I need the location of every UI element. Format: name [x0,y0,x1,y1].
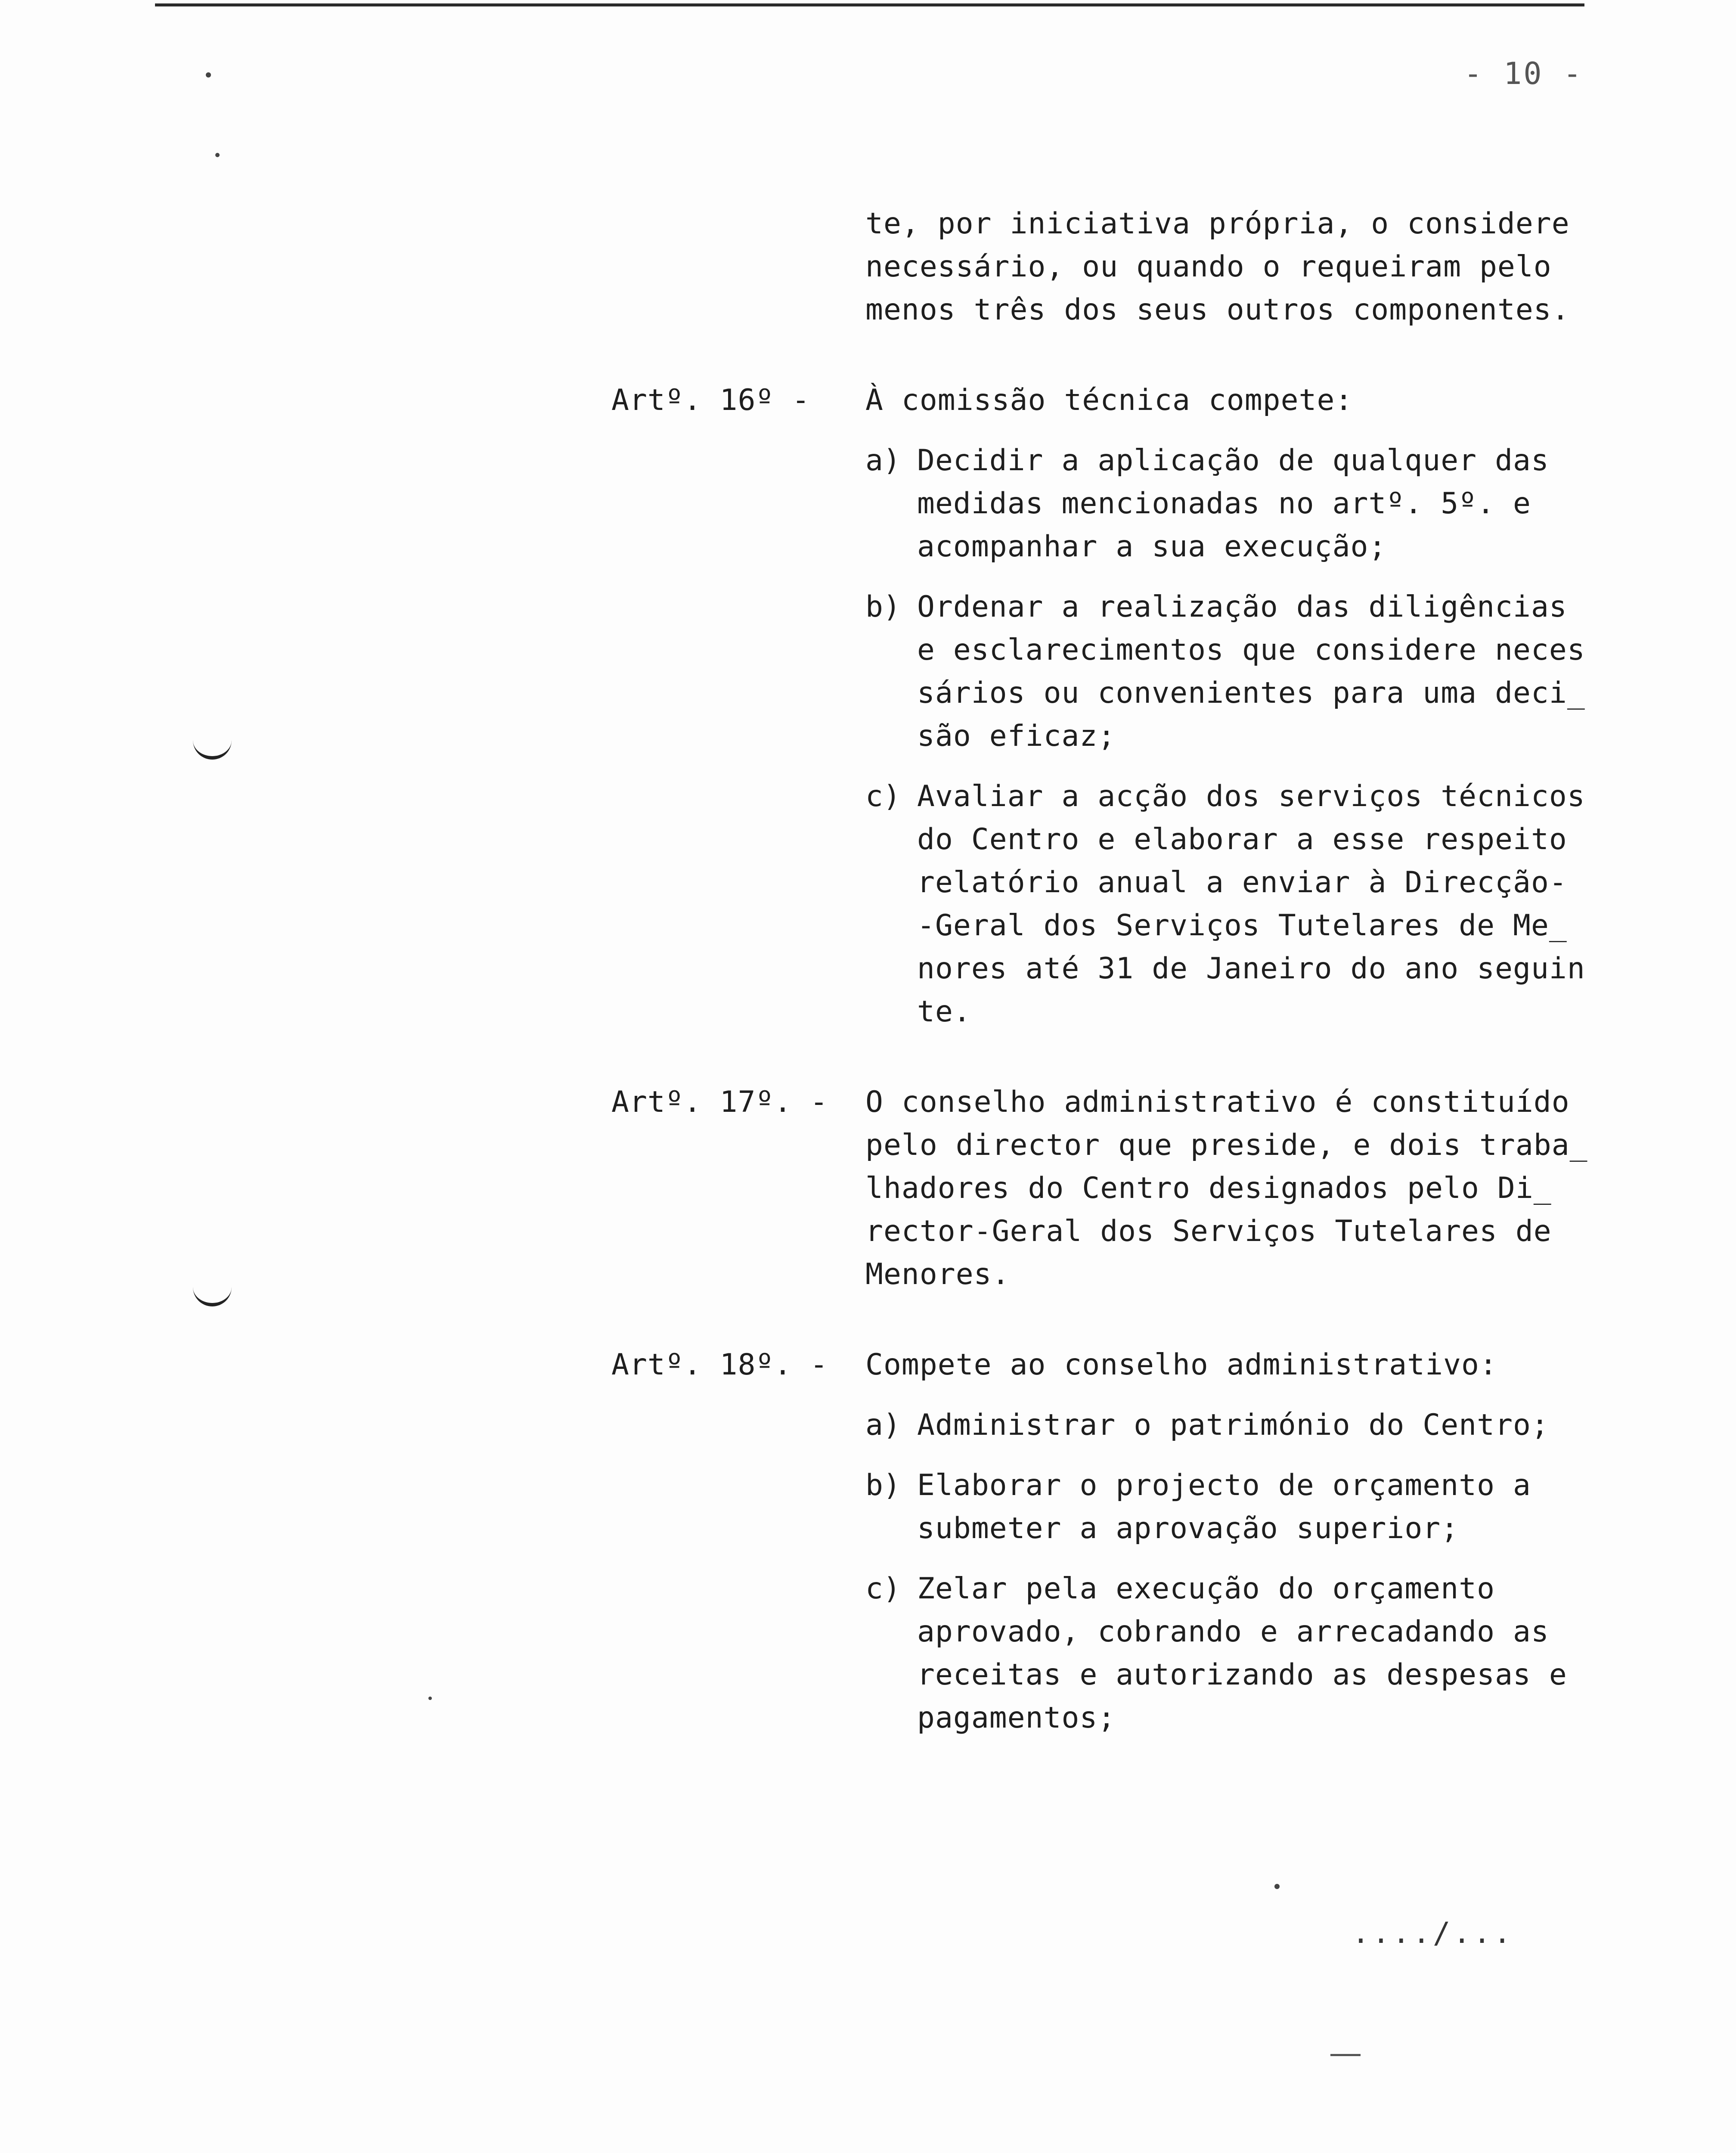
continuation-marker: ..../... [1352,1916,1514,1950]
article-16-item-line: -Geral dos Serviços Tutelares de Me_ [917,909,1567,943]
article-18-item-line: Zelar pela execução do orçamento [917,1572,1495,1606]
article-16-item-line: e esclarecimentos que considere neces [917,633,1585,667]
article-18-item-line: receitas e autorizando as despesas e [917,1658,1567,1692]
article-16-item-line: acompanhar a sua execução; [917,530,1387,564]
article-16-item-letter: a) [865,444,901,478]
article-16-item-line: Decidir a aplicação de qualquer das [917,444,1549,478]
article-16-intro: À comissão técnica compete: [865,383,1353,417]
margin-dot [215,153,220,157]
article-16-item-letter: b) [865,590,901,624]
article-17-label: Artº. 17º. - [611,1085,828,1119]
article-18-label: Artº. 18º. - [611,1348,828,1382]
article-16-item-line: do Centro e elaborar a esse respeito [917,822,1567,856]
article-16-item-line: medidas mencionadas no artº. 5º. e [917,487,1531,521]
article-18-item-letter: a) [865,1408,901,1442]
margin-tick-mark [193,1283,232,1306]
intro-line: necessário, ou quando o requeiram pelo [865,250,1552,284]
page-number: - 10 - [1464,56,1583,91]
article-16-label: Artº. 16º - [611,383,810,417]
margin-dot [206,72,211,78]
margin-tick-mark [193,736,232,760]
article-17-line: lhadores do Centro designados pelo Di_ [865,1171,1552,1205]
margin-dot [428,1697,432,1700]
article-18-item-line: pagamentos; [917,1701,1116,1735]
article-16-item-line: te. [917,995,971,1029]
article-16-item-line: Avaliar a acção dos serviços técnicos [917,779,1585,813]
article-16-item-letter: c) [865,779,901,813]
article-17-line: Menores. [865,1257,1010,1291]
article-18-item-line: submeter a aprovação superior; [917,1511,1459,1545]
article-18-item-line: Administrar o património do Centro; [917,1408,1549,1442]
article-18-item-line: aprovado, cobrando e arrecadando as [917,1615,1549,1649]
article-16-item-line: são eficaz; [917,719,1116,753]
margin-dot [1274,1884,1280,1889]
top-rule [155,3,1584,6]
article-17-line: O conselho administrativo é constituído [865,1085,1570,1119]
article-18-item-letter: c) [865,1572,901,1606]
article-16-item-line: nores até 31 de Janeiro do ano seguin [917,952,1585,986]
article-18-item-letter: b) [865,1468,901,1502]
article-16-item-line: sários ou convenientes para uma deci_ [917,676,1585,710]
article-16-item-line: Ordenar a realização das diligências [917,590,1567,624]
article-17-line: rector-Geral dos Serviços Tutelares de [865,1214,1552,1248]
article-18-item-line: Elaborar o projecto de orçamento a [917,1468,1531,1502]
bottom-rule [1330,2054,1361,2056]
intro-line: menos três dos seus outros componentes. [865,293,1570,327]
article-16-item-line: relatório anual a enviar à Direcção- [917,866,1567,900]
intro-line: te, por iniciativa própria, o considere [865,207,1570,241]
article-17-line: pelo director que preside, e dois traba_ [865,1128,1588,1162]
article-18-intro: Compete ao conselho administrativo: [865,1348,1497,1382]
